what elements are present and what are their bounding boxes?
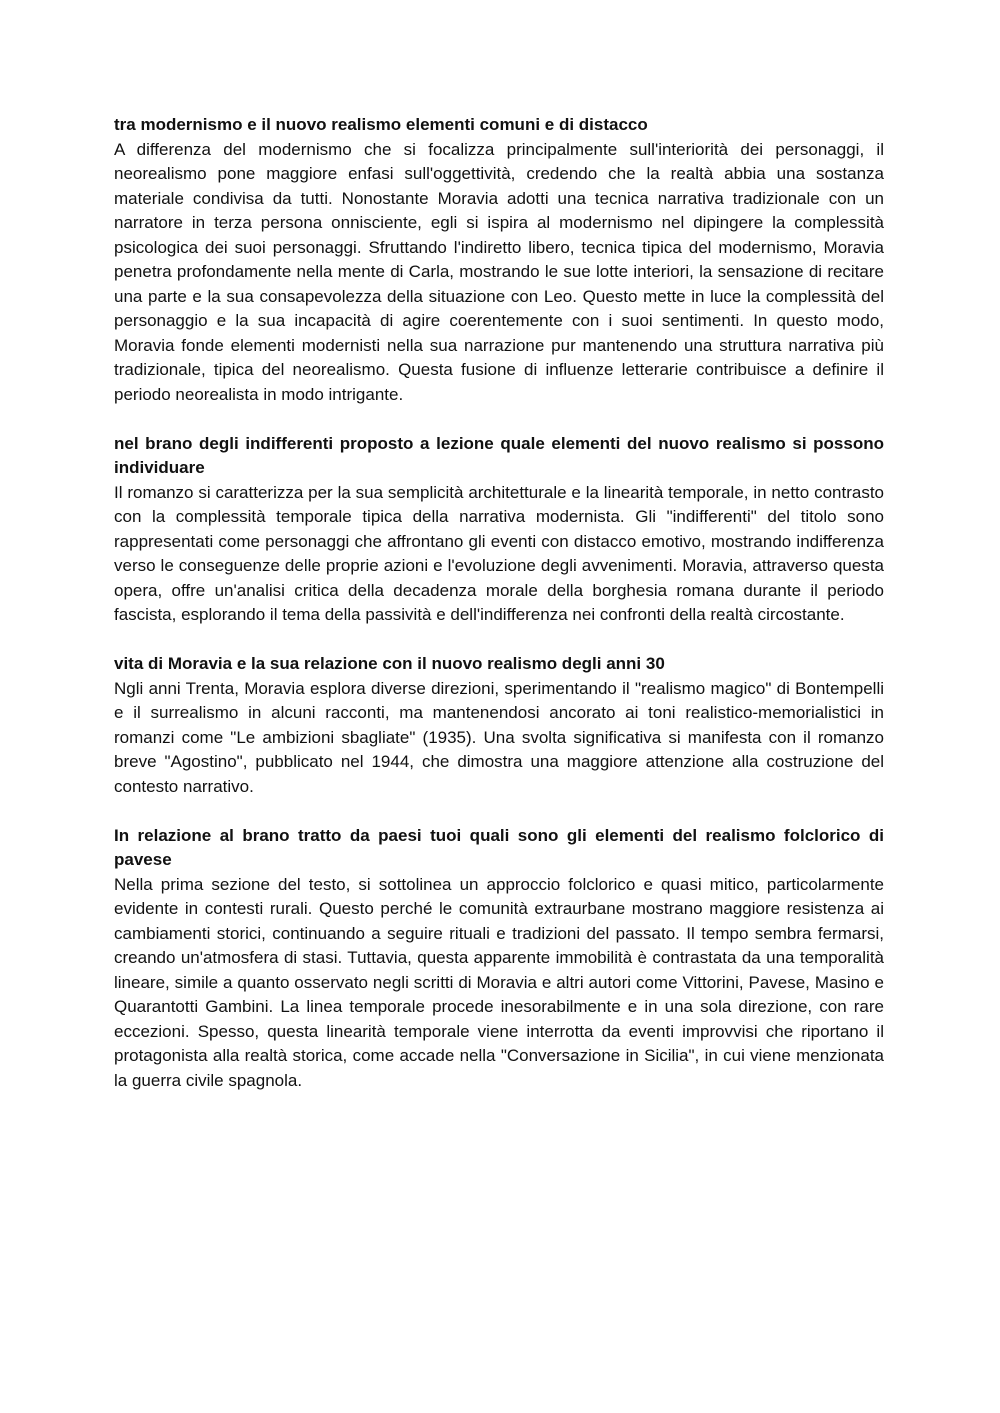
section-body: Il romanzo si caratterizza per la sua semplicità architetturale e la linearità temporale, in netto contrasto con la complessità temporale tipica della narrativa modernista. Gli "indifferenti" del titolo sono rappresentati come personaggi che affrontano gli eventi con distacco emotivo, mostrando indifferenza verso le conseguenze delle proprie azioni e l'evoluzione degli avvenimenti. Moravia, attraverso questa opera, offre un'analisi critica della decadenza morale della borghesia romana durante il periodo fascista, esplorando il tema della passività e dell'indifferenza nei confronti della realtà circostante. [114,482,884,624]
document-content [114,113,884,1118]
section-heading: In relazione al brano tratto da paesi tuoi quali sono gli elementi del realismo folclorico di pavese [114,825,884,869]
section-heading: nel brano degli indifferenti proposto a lezione quale elementi del nuovo realismo si possono individuare [114,433,884,477]
section-body: Nella prima sezione del testo, si sottolinea un approccio folclorico e quasi mitico, particolarmente evidente in contesti rurali. Questo perché le comunità extraurbane mostrano maggiore resistenza ai cambiamenti storici, continuando a seguire rituali e tradizioni del passato. Il tempo sembra fermarsi, creando un'atmosfera di stasi. Tuttavia, questa apparente immobilità è contrastata da una temporalità lineare, simile a quanto osservato negli scritti di Moravia e altri autori come Vittorini, Pavese, Masino e Quarantotti Gambini. La linea temporale procede inesorabilmente e in una sola direzione, con rare eccezioni. Spesso, questa linearità temporale viene interrotta da eventi improvvisi che riportano il protagonista alla realtà storica, come accade nella "Conversazione in Sicilia", in cui viene menzionata la guerra civile spagnola. [114,874,884,1090]
section-indifferenti [114,432,884,628]
section-paesi-tuoi [114,824,884,1094]
section-heading: vita di Moravia e la sua relazione con il nuovo realismo degli anni 30 [114,654,665,673]
section-vita-moravia [114,652,884,799]
section-heading: tra modernismo e il nuovo realismo elementi comuni e di distacco [114,115,648,134]
section-modernismo [114,113,884,407]
section-body: A differenza del modernismo che si focalizza principalmente sull'interiorità dei personaggi, il neorealismo pone maggiore enfasi sull'oggettività, credendo che la realtà abbia una sostanza materiale condivisa da tutti. Nonostante Moravia adotti una tecnica narrativa tradizionale con un narratore in terza persona onnisciente, egli si ispira al modernismo nel dipingere la complessità psicologica dei suoi personaggi. Sfruttando l'indiretto libero, tecnica tipica del modernismo, Moravia penetra profondamente nella mente di Carla, mostrando le sue lotte interiori, la sensazione di recitare una parte e la sua consapevolezza della situazione con Leo. Questo mette in luce la complessità del personaggio e la sua incapacità di agire coerentemente con i suoi sentimenti. In questo modo, Moravia fonde elementi modernisti nella sua narrazione pur mantenendo una struttura narrativa più tradizionale, tipica del neorealismo. Questa fusione di influenze letterarie contribuisce a definire il periodo neorealista in modo intrigante. [114,139,884,404]
section-body: Ngli anni Trenta, Moravia esplora diverse direzioni, sperimentando il "realismo magico" di Bontempelli e il surrealismo in alcuni racconti, ma mantenendosi ancorato ai toni realistico-memorialistici in romanzi come "Le ambizioni sbagliate" (1935). Una svolta significativa si manifesta con il romanzo breve "Agostino", pubblicato nel 1944, che dimostra una maggiore attenzione alla costruzione del contesto narrativo. [114,678,884,796]
